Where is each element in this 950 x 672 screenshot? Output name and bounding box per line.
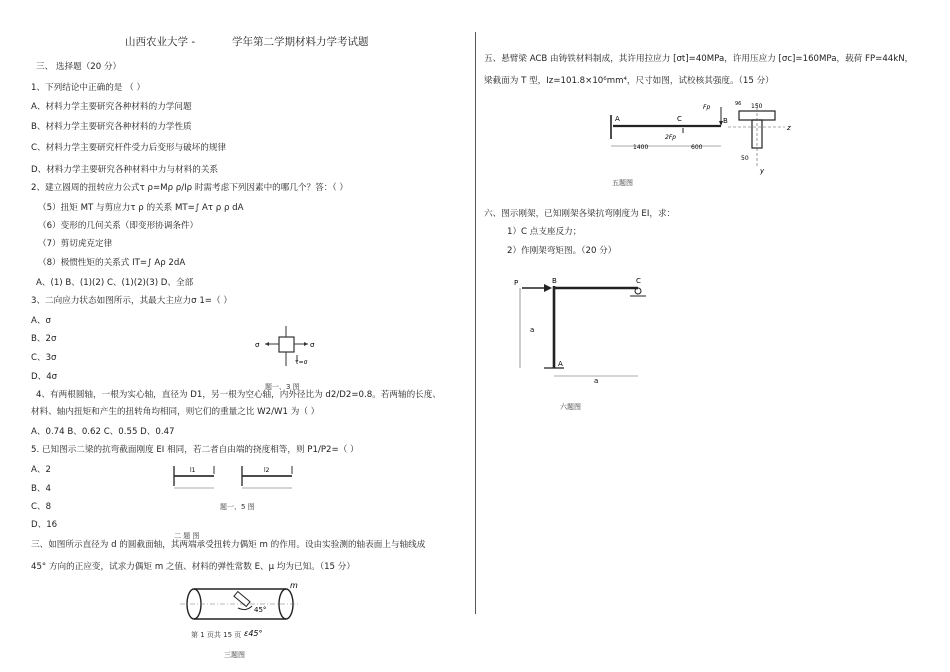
fig2-caption: 二 题 图 bbox=[174, 532, 200, 540]
q6-frame-figure bbox=[508, 270, 668, 394]
q5b-cantilever-figure bbox=[603, 97, 793, 179]
q4-line-2: 材料、轴内扭矩和产生的扭转角均相同，则它们的重量之比 W2/W1 为（ ） bbox=[31, 407, 320, 417]
q6-stem: 六、图示刚架，已知刚架各梁抗弯刚度为 EI，求： bbox=[484, 209, 676, 219]
q6-sub-1: 1）C 点支座反力； bbox=[507, 227, 582, 237]
q1-option-d: D、材料力学主要研究各种材料中力与材料的关系 bbox=[31, 165, 219, 175]
q3b-strain-label: ε45° bbox=[244, 629, 263, 638]
q2-item-4: （8）极惯性矩的关系式 IT=∫ Aρ 2dA bbox=[38, 258, 186, 268]
q5b-label-a: A bbox=[615, 115, 620, 123]
q1-option-a: A、材料力学主要研究各种材料的力学问题 bbox=[31, 102, 192, 112]
section-heading: 三、 选择题（20 分） bbox=[36, 62, 122, 72]
q5b-axis-z: z bbox=[787, 124, 791, 132]
q3-option-d: D、4σ bbox=[31, 372, 58, 382]
q4-line-1: 4、有两根圆轴，一根为实心轴，直径为 D1，另一根为空心轴，内外径比为 d2/D2=0.8。若两轴的长度、 bbox=[36, 390, 441, 400]
q3-stem: 3、二向应力状态如图所示，其最大主应力σ 1=（ ） bbox=[31, 296, 232, 306]
q2-item-1: （5）扭矩 MT 与剪应力τ ρ 的关系 MT=∫ Aτ ρ ρ dA bbox=[38, 203, 244, 213]
page-footer: 第 1 页共 15 页 bbox=[191, 631, 242, 639]
q5-beam-figure-1 bbox=[170, 462, 220, 502]
q6-sub-2: 2）作刚架弯矩图。（20 分） bbox=[507, 246, 617, 256]
q5-caption: 题一、5 图 bbox=[220, 503, 255, 511]
q2-options: A、(1) B、(1)(2) C、(1)(2)(3) D、全部 bbox=[36, 278, 194, 288]
q3-sigma-left-label: σ bbox=[255, 341, 260, 349]
q5-option-a: A、2 bbox=[31, 465, 51, 475]
q5b-caption: 五题图 bbox=[612, 179, 633, 187]
q5-beam-figure-2 bbox=[238, 462, 298, 502]
q5b-label-2fp: 2Fp bbox=[665, 134, 677, 141]
q1-option-c: C、材料力学主要研究杆件受力后变形与破坏的规律 bbox=[31, 143, 227, 153]
q3-stress-figure bbox=[245, 322, 323, 388]
q5-length-1-label: l1 bbox=[190, 467, 196, 474]
q4-options: A、0.74 B、0.62 C、0.55 D、0.47 bbox=[31, 427, 175, 437]
q6-dim-a-vertical: a bbox=[530, 326, 535, 334]
exam-title-left: 山西农业大学 - bbox=[125, 36, 196, 48]
q2-stem: 2、建立圆周的扭转应力公式τ ρ=Mρ ρ/Iρ 时需考虑下列因素中的哪几个？答：（ ） bbox=[31, 183, 348, 193]
q3-caption: 题一、3 图 bbox=[265, 383, 300, 391]
q6-label-a: A bbox=[558, 360, 563, 368]
q5b-dim-50: 50 bbox=[741, 155, 749, 162]
q3b-moment-label: m bbox=[290, 581, 298, 590]
q6-caption: 六题图 bbox=[560, 403, 581, 411]
q3b-line-1: 三、如图所示直径为 d 的圆截面轴，其两端承受扭转力偶矩 m 的作用。设由实验测的轴表面上与轴线成 bbox=[31, 540, 426, 550]
q5b-dim-1400: 1400 bbox=[633, 144, 649, 151]
q2-item-3: （7）剪切虎克定律 bbox=[38, 239, 113, 249]
q6-label-b: B bbox=[552, 277, 557, 285]
q5-option-c: C、8 bbox=[31, 502, 52, 512]
q3b-line-2: 45° 方向的正应变，试求力偶矩 m 之值、材料的弹性常数 E、μ 均为已知。（15 分） bbox=[31, 562, 355, 572]
q5b-label-c: C bbox=[677, 115, 682, 123]
q1-stem: 1、下列结论中正确的是 （ ） bbox=[31, 83, 146, 93]
q5-option-d: D、16 bbox=[31, 520, 58, 530]
q5b-axis-y: y bbox=[760, 167, 765, 175]
q5-option-b: B、4 bbox=[31, 484, 51, 494]
q3-option-b: B、2σ bbox=[31, 334, 57, 344]
q5b-label-b: B bbox=[723, 117, 728, 125]
q3b-angle-label: 45° bbox=[254, 606, 267, 614]
q5b-dim-600: 600 bbox=[691, 144, 703, 151]
q3-tau-label: τ=σ bbox=[295, 359, 308, 366]
column-divider bbox=[475, 32, 476, 614]
q2-item-2: （6）变形的几何关系（即变形协调条件） bbox=[38, 221, 199, 231]
q6-label-c: C bbox=[636, 277, 641, 285]
q3-option-c: C、3σ bbox=[31, 353, 57, 363]
q6-dim-a-horizontal: a bbox=[594, 377, 599, 385]
q6-label-p: P bbox=[514, 279, 519, 287]
q5b-line-2: 梁截面为 T 型，Iz=101.8×10⁶mm⁴，尺寸如图，试校核其强度。（15 分） bbox=[484, 76, 774, 86]
q1-option-b: B、材料力学主要研究各种材料的力学性质 bbox=[31, 122, 192, 132]
exam-title-right: 学年第二学期材料力学考试题 bbox=[232, 36, 369, 48]
q5b-label-fp: Fp bbox=[703, 104, 711, 111]
q3-sigma-right-label: σ bbox=[310, 341, 315, 349]
q5-stem: 5. 已知图示二梁的抗弯截面刚度 EI 相同，若二者自由端的挠度相等，则 P1/P2=（ ） bbox=[31, 445, 359, 455]
q5b-dim-96: 96 bbox=[735, 101, 742, 107]
q3b-caption: 三题图 bbox=[224, 651, 245, 659]
q5-length-2-label: l2 bbox=[264, 467, 270, 474]
q3-option-a: A、σ bbox=[31, 316, 51, 326]
q5b-dim-150: 150 bbox=[751, 103, 763, 110]
q5b-line-1: 五、悬臂梁 ACB 由铸铁材料制成，其许用拉应力 [σt]=40MPa，许用压应力 [σc]=160MPa，载荷 FP=44kN， bbox=[484, 54, 914, 64]
